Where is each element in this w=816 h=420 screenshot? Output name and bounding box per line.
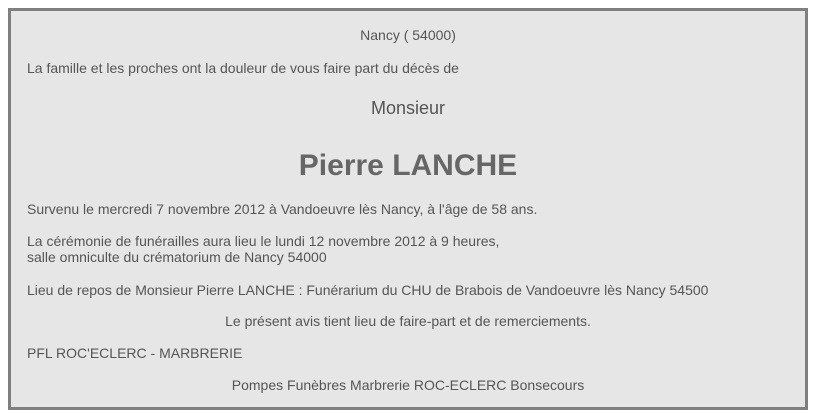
death-details: Survenu le mercredi 7 novembre 2012 à Vandoeuvre lès Nancy, à l'âge de 58 ans. (27, 201, 538, 217)
location-text: Nancy ( 54000) (360, 27, 456, 43)
footer-company: Pompes Funèbres Marbrerie ROC-ECLERC Bonsecours (231, 377, 585, 393)
company-name: PFL ROC'ECLERC - MARBRERIE (27, 345, 243, 361)
deceased-name: Pierre LANCHE (298, 149, 518, 182)
ceremony-line-1: La cérémonie de funérailles aura lieu le lundi 12 novembre 2012 à 9 heures, (27, 233, 500, 249)
obituary-notice (8, 8, 808, 410)
rest-place-text: Lieu de repos de Monsieur Pierre LANCHE : Funérarium du CHU de Brabois de Vandoeuvre lès Nancy 54500 (27, 282, 709, 298)
acknowledgement-text: Le présent avis tient lieu de faire-part et de remerciements. (225, 313, 591, 329)
honorific-title: Monsieur (370, 98, 446, 118)
ceremony-line-2: salle omniculte du crématorium de Nancy 54000 (27, 249, 327, 265)
intro-text: La famille et les proches ont la douleur de vous faire part du décès de (27, 60, 459, 76)
